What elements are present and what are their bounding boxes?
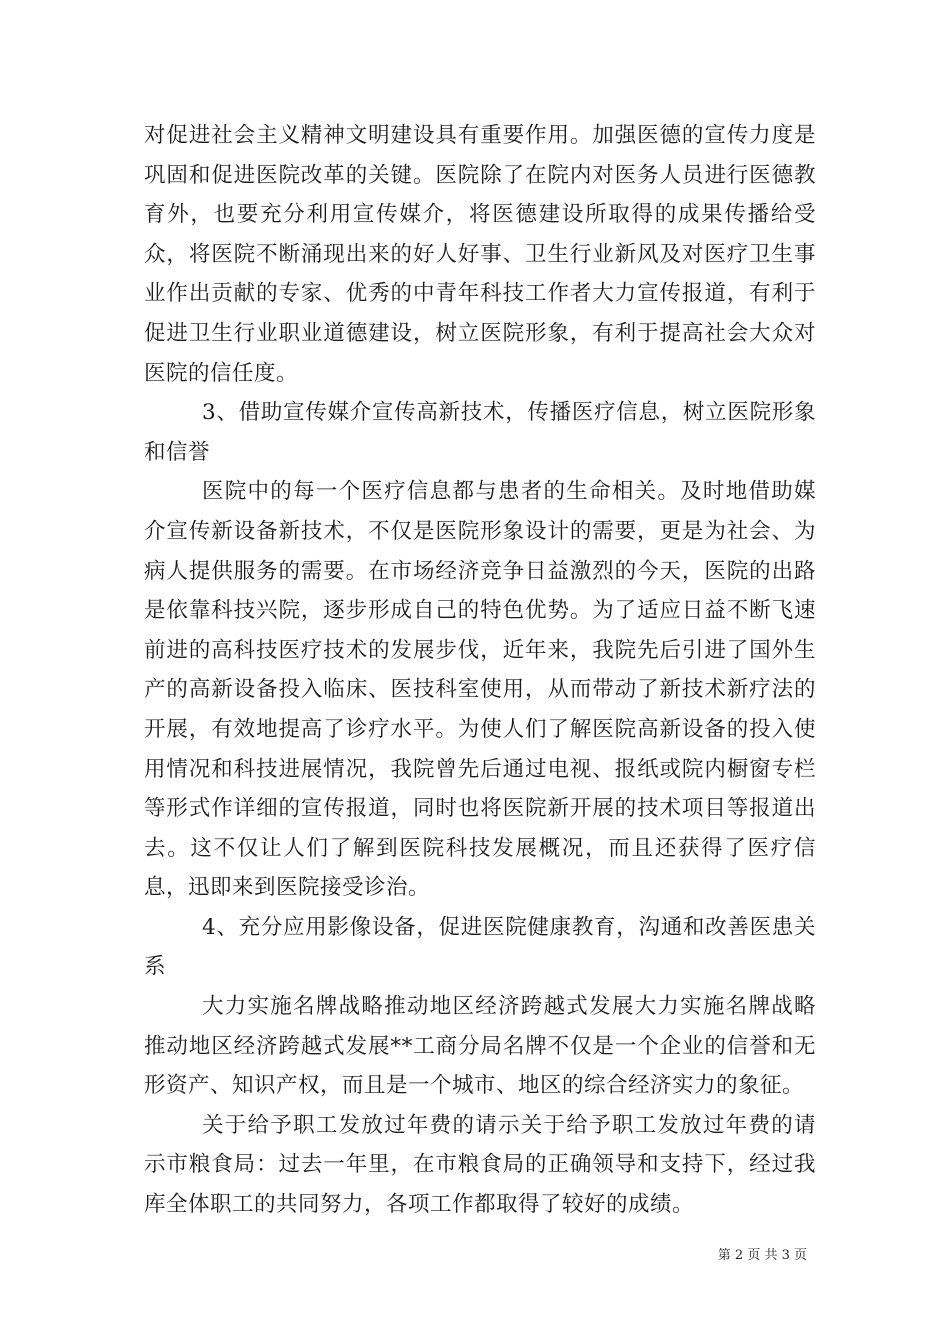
heading-section-3: 3、借助宣传媒介宣传高新技术，传播医疗信息，树立医院形象和信誉 — [144, 400, 816, 465]
heading-section-4: 4、充分应用影像设备，促进医院健康教育，沟通和改善医患关系 — [144, 914, 816, 980]
paragraph-medical-information: 医院中的每一个医疗信息都与患者的生命相关。及时地借助媒介宣传新设备新技术，不仅是医院形象设计的需要，更是为社会、为病人提供服务的需要。在市场经济竞争日益激烈的今天，医院的出路是依靠科技兴院，逐步形成自己的特色优势。为了适应日益不断飞速前进的高科技医疗技术的发展步伐，近年来，我院先后引进了国外生产的高新设备投入临床、医技科室使用，从而带动了新技术新疗法的开展，有效地提高了诊疗水平。为使人们了解医院高新设备的投入使用情况和科技进展情况，我院曾先后通过电视、报纸或院内橱窗专栏等形式作详细的宣传报道，同时也将医院新开展的技术项目等报道出去。这不仅让人们了解到医院科技发展概况，而且还获得了医疗信息，迅即来到医院接受诊治。 — [144, 479, 816, 901]
document-body — [144, 116, 816, 1225]
paragraph-brand-strategy: 大力实施名牌战略推动地区经济跨越式发展大力实施名牌战略推动地区经济跨越式发展**工商分局名牌不仅是一个企业的信誉和无形资产、知识产权，而且是一个城市、地区的综合经济实力的象征。 — [144, 994, 816, 1099]
page-number-footer: 第 2 页 共 3 页 — [717, 1248, 807, 1263]
paragraph-new-year-allowance-request: 关于给予职工发放过年费的请示关于给予职工发放过年费的请示市粮食局：过去一年里，在市粮食局的正确领导和支持下，经过我库全体职工的共同努力，各项工作都取得了较好的成绩。 — [144, 1112, 816, 1218]
paragraph-medical-ethics-continued: 对促进社会主义精神文明建设具有重要作用。加强医德的宣传力度是巩固和促进医院改革的关键。医院除了在院内对医务人员进行医德教育外，也要充分利用宣传媒介，将医德建设所取得的成果传播给受众，将医院不断涌现出来的好人好事、卫生行业新风及对医疗卫生事业作出贡献的专家、优秀的中青年科技工作者大力宣传报道，有利于促进卫生行业职业道德建设，树立医院形象，有利于提高社会大众对医院的信任度。 — [144, 123, 816, 386]
